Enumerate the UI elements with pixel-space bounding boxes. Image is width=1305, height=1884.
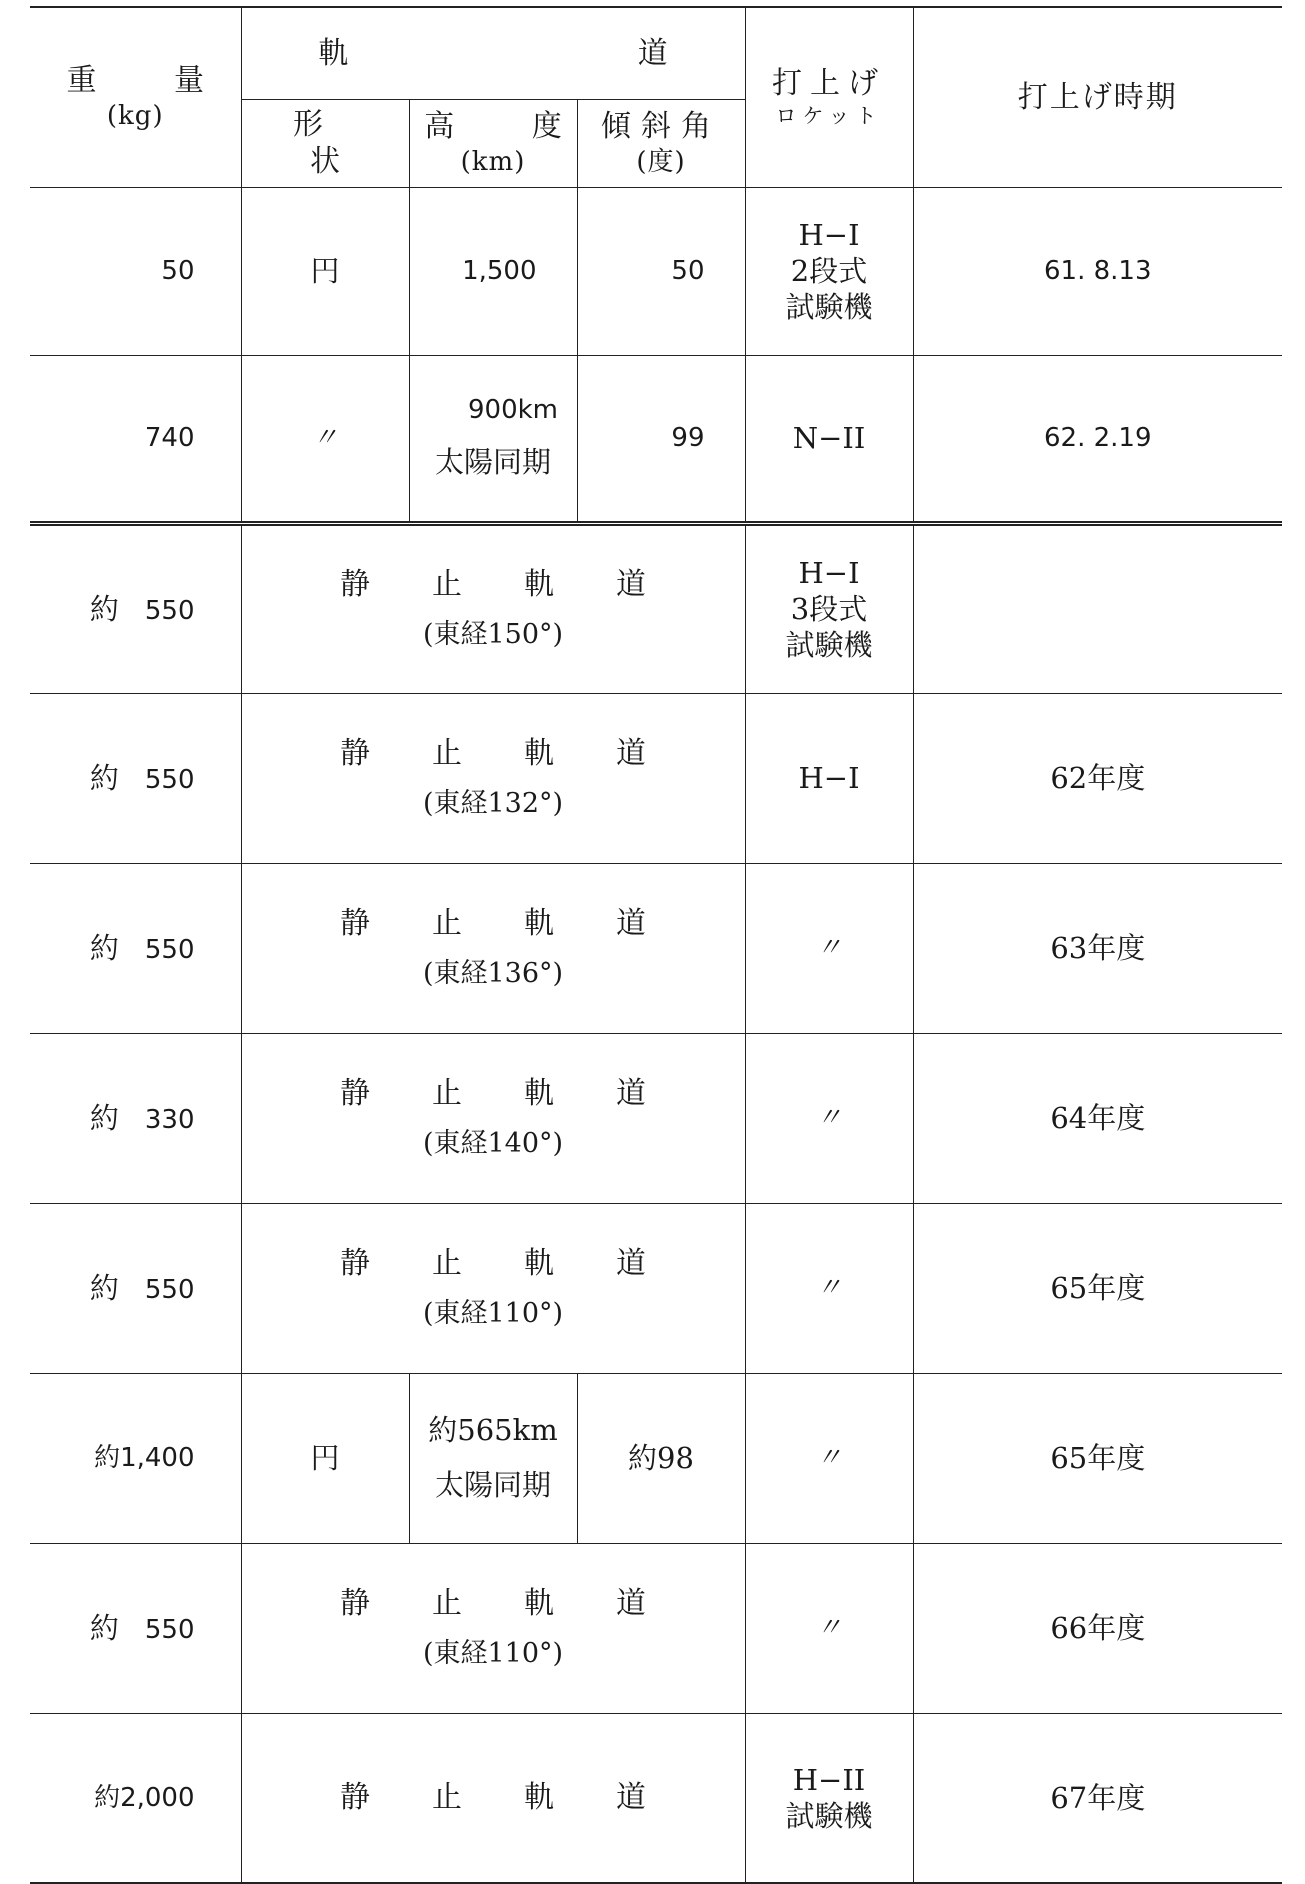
rocket-cell [745,523,913,693]
inclination-cell: 約98 [577,1373,745,1543]
orbit-label: 静止軌道 [340,736,708,772]
rocket-cell [745,693,913,863]
rocket-line: 〃 [816,1102,843,1133]
inclination-unit: (度) [636,146,686,177]
orbit-label: 静止軌道 [340,906,708,942]
weight-cell: 約2,000 [30,1713,241,1883]
weight-cell [30,1203,241,1373]
rocket-line: 3段式 [790,591,868,626]
rocket-line: 〃 [816,932,843,963]
table-row [30,355,1282,523]
altitude-line: 太陽同期 [434,445,551,480]
rocket-cell [745,1543,913,1713]
table-row [30,187,1282,355]
date-cell: 65年度 [913,1373,1282,1543]
weight-value: 330 [144,1104,195,1135]
rocket-line: N−II [792,420,866,455]
table-row [30,1033,1282,1203]
orbit-label: 静止軌道 [340,567,708,603]
orbit-cell [241,693,745,863]
rocket-cell [745,187,913,355]
rocket-header-label: 打上げ [772,66,887,102]
weight-cell [30,693,241,863]
approx-mark: 約 [89,591,119,626]
orbit-cell [241,1033,745,1203]
weight-cell: 740 [30,355,241,523]
orbit-cell [241,1203,745,1373]
weight-cell [30,1543,241,1713]
inclination-cell: 99 [577,355,745,523]
rocket-line: 〃 [816,1612,843,1643]
rocket-header [745,7,913,187]
weight-value: 550 [144,1274,195,1305]
date-header-label: 打上げ時期 [1017,79,1178,115]
table-row [30,693,1282,863]
weight-cell: 50 [30,187,241,355]
approx-mark: 約 [89,1100,119,1135]
altitude-cell [409,355,577,523]
satellite-launch-table [30,6,1282,1884]
table-row [30,1203,1282,1373]
date-cell: 65年度 [913,1203,1282,1373]
rocket-line: 2段式 [790,253,868,288]
altitude-line: 太陽同期 [434,1468,551,1502]
rocket-cell [745,1203,913,1373]
orbit-cell [241,863,745,1033]
shape-cell: 円 [241,1373,409,1543]
rocket-line: H−I [798,555,860,590]
rocket-line: H−II [792,1762,866,1797]
rocket-cell: 〃 [745,1373,913,1543]
orbit-header [241,7,808,99]
date-cell [913,523,1282,693]
altitude-cell: 1,500 [409,187,577,355]
orbit-header-label: 軌 道 [318,35,808,71]
weight-cell: 約1,400 [30,1373,241,1543]
approx-mark: 約 [89,760,119,795]
altitude-unit: (km) [460,146,526,177]
altitude-header-label: 高 度 [424,109,596,144]
rocket-line: 試験機 [785,628,873,663]
longitude-label: (東経150°) [422,618,564,650]
orbit-label: 静止軌道 [340,1586,708,1622]
rocket-header-sub: ロケット [775,103,883,128]
rocket-line: 試験機 [785,290,873,325]
weight-header-label: 重 量 [66,63,239,99]
rocket-cell [745,1033,913,1203]
altitude-line: 約565km [428,1412,558,1447]
weight-unit: (kg) [106,100,164,131]
date-cell: 63年度 [913,863,1282,1033]
weight-cell [30,863,241,1033]
weight-cell [30,523,241,693]
weight-value: 550 [144,764,195,795]
table-row [30,863,1282,1033]
rocket-line: 〃 [816,1272,843,1303]
table-row [30,1543,1282,1713]
longitude-label: (東経110°) [422,1297,564,1329]
table-row [30,1373,1282,1543]
table-row [30,523,1282,693]
longitude-label: (東経110°) [422,1637,564,1669]
orbit-cell [241,1713,745,1883]
date-cell: 66年度 [913,1543,1282,1713]
date-cell: 62. 2.19 [913,355,1282,523]
inclination-cell: 50 [577,187,745,355]
weight-value: 550 [144,934,195,965]
date-cell: 61. 8.13 [913,187,1282,355]
altitude-header [409,99,596,187]
shape-cell: 円 [241,187,409,355]
shape-header-label: 形 状 [293,106,374,179]
altitude-cell [409,1373,577,1543]
approx-mark: 約 [89,1270,119,1305]
rocket-line: H−I [798,760,860,795]
header-row-1 [30,7,1282,99]
table-row [30,1713,1282,1883]
weight-value: 550 [144,1614,195,1645]
longitude-label: (東経140°) [422,1127,564,1159]
weight-value: 550 [144,595,195,626]
weight-header [30,7,241,187]
date-cell: 67年度 [913,1713,1282,1883]
orbit-cell [241,523,745,693]
orbit-label: 静止軌道 [340,1076,708,1112]
date-cell: 64年度 [913,1033,1282,1203]
orbit-label: 静止軌道 [340,1780,708,1815]
date-header [913,7,1282,187]
rocket-line: H−I [798,217,860,252]
approx-mark: 約 [89,1610,119,1645]
approx-mark: 約 [89,930,119,965]
inclination-header [577,99,745,187]
date-cell: 62年度 [913,693,1282,863]
inclination-header-label: 傾斜角 [601,109,721,144]
weight-cell [30,1033,241,1203]
longitude-label: (東経132°) [422,787,564,819]
rocket-cell [745,355,913,523]
orbit-label: 静止軌道 [340,1246,708,1282]
rocket-cell [745,863,913,1033]
rocket-cell [745,1713,913,1883]
orbit-cell [241,1543,745,1713]
shape-header [241,99,409,187]
longitude-label: (東経136°) [422,957,564,989]
rocket-line: 試験機 [785,1798,873,1833]
shape-cell: 〃 [241,355,409,523]
altitude-line: 900km [467,394,558,425]
